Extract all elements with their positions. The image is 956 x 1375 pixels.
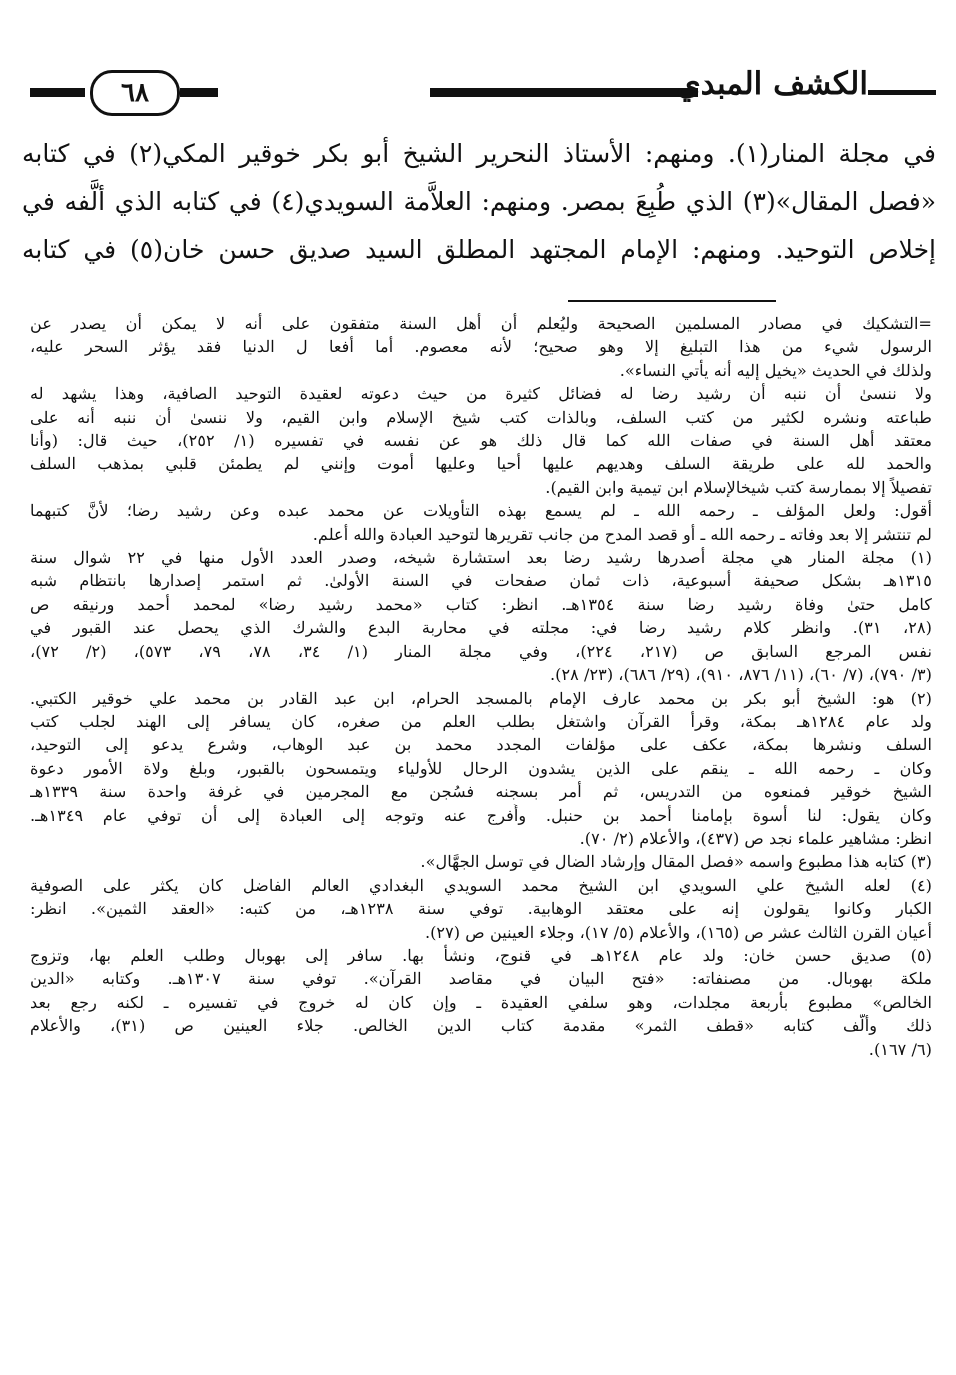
- footnote-1: [30, 546, 932, 686]
- note-line: الشيخ خوقير فمنعوه من التدريس، ثم أمر بسجنه فسُجن مع المجرمين في غرفة واحدة سنة ١٣٣٩هـ: [30, 782, 932, 802]
- note-line: أعيان القرن الثالث عشر ص (١٦٥)، والأعلام (٥/ ١٧)، وجلاء العينين ص (٢٧).: [424, 922, 932, 942]
- note-line: ذلك وألَّف كتابه «قطف الثمر» مقدمة كتاب الدين الخالص. جلاء العينين ص (٣١)، والأعلام: [30, 1016, 932, 1036]
- note-line: (٢) هو: الشيخ أبو بكر بن محمد عارف الإمام بالمسجد الحرام، ابن عبد القادر بن محمد علي خوقير الكتبي.: [30, 688, 932, 708]
- note-line: الكبار وكانوا يقولون إنه على معتقد الوهابية. توفي سنة ١٢٣٨هـ، من كتبه: «العقد الثمين». انظر:: [30, 899, 932, 919]
- note-line: (٤) لعله الشيخ علي السويدي ابن الشيخ محمد السويدي البغدادي العالم الفاضل كان يكثر على الصوفية: [30, 875, 932, 895]
- footnote-continuation: [30, 312, 932, 382]
- note-line: كامل حتىٰ وفاة رشيد رضا سنة ١٣٥٤هـ. انظر: كتاب «محمد رشيد رضا» لمحمد أحمد ورنيقه ص: [30, 594, 932, 614]
- main-line: في مجلة المنار(١). ومنهم: الأستاذ النحرير الشيخ أبو بكر خوقير المكي(٢) في كتابه: [22, 139, 936, 168]
- header-rule-right: [866, 90, 936, 95]
- note-line: (١) مجلة المنار هي مجلة أصدرها رشيد رضا بعد استشارة شيخه، وصدر العدد الأول منها في ٢٢ شوال سنة: [30, 548, 932, 568]
- footnote-2: [30, 687, 932, 851]
- note-line: =التشكيك في مصادر المسلمين الصحيحة وليُعلم أن أهل السنة متفقون على أنه لا يمكن أن يصدر عن: [30, 314, 932, 333]
- page-number: ٦٨: [90, 70, 180, 116]
- note-line: ملكة بهوبال. من مصنفاته: «فتح البيان في مقاصد القرآن». توفي سنة ١٣٠٧هـ. وكتابه «الدين: [30, 969, 932, 989]
- note-line: وكان ـ رحمه الله ـ ينقم على الذين يشدون الرحال للأولياء ويتمسحون بالقبور، وبلغ ولاة الأمور دعوة: [30, 758, 932, 778]
- footnotes: [30, 312, 932, 1061]
- footnote-separator: [568, 300, 776, 302]
- footnote-3: [30, 850, 932, 873]
- note-line: والحمد لله على طريقة السلف وهديهم عليها أحيا وعليها أموت وإنني لم يطمئن قلبي بمذهب السلف: [30, 454, 932, 474]
- note-line: نفس المرجع السابق ص (٢١٧، ٢٢٤)، وفي مجلة المنار (١/ ٣٤، ٧٨، ٧٩، ٥٧٣)، (٢/ ٧٢)،: [30, 641, 932, 661]
- header-rule-inner-left: [180, 88, 218, 97]
- note-line: (٦/ ١٦٧).: [868, 1039, 932, 1059]
- note-line: الخالص» مطبوع بأربعة مجلدات، وهو سلفي العقيدة ـ وإن كان له خروج في تفسيره ـ لكنه رجع بعد: [30, 992, 932, 1012]
- note-line: تفصيلاً إلا بممارسة كتب شيخالإسلام ابن تيمية وابن القيم).: [545, 477, 932, 497]
- footnote-4: [30, 874, 932, 944]
- main-text: [22, 130, 936, 274]
- page-header: [30, 62, 936, 124]
- note-line: (٥) صديق حسن خان: ولد عام ١٢٤٨هـ في قنوج، ونشأ بها. سافر إلى بهوبال وطلب العلم بها، وتزوج: [30, 945, 932, 965]
- note-line: السلف ونشرها بمكة، عكف على مؤلفات المجدد محمد بن عبد الوهاب، وشرع يدعو إلى التوحيد،: [30, 735, 932, 755]
- note-line: ١٣١٥هـ بشكل صحيفة أسبوعية، ذات ثمان صفحات في السنة الأولىٰ. ثم استمر إصدارها بانتظام شبه: [30, 571, 932, 591]
- header-rule-middle: [430, 88, 708, 97]
- note-line: (٣/ ٧٩٠)، (٧/ ٦٠)، (١١/ ٨٧٦، ٩١٠)، (٢٩/ ٦٨٦)، (٢٣/ ٢٨).: [549, 665, 932, 685]
- note-line: (٢٨، ٣١). وانظر كلام رشيد رضا في: مجلته في محاربة البدع والشرك الذي يحصل عند القبور في: [30, 618, 932, 638]
- footnote-remark: [30, 499, 932, 546]
- note-line: (٣) كتابه هذا مطبوع واسمه «فصل المقال وإرشاد الضال في توسل الجهَّال».: [420, 852, 932, 872]
- note-line: طباعته ونشره لكثير من كتب السلف، وبالذات كتب شيخ الإسلام وابن القيم، ولا ننسىٰ أن ننبه أنه على: [30, 407, 932, 427]
- footnote-remark: [30, 382, 932, 499]
- note-line: معتقد أهل السنة في صفات الله كما قال ذلك هو عن نفسه في تفسيره (١/ ٢٥٢)، حيث قال: (وأنا: [30, 431, 932, 451]
- note-line: انظر: مشاهير علماء نجد ص (٤٣٧)، والأعلام (٢/ ٧٠).: [579, 828, 932, 848]
- main-line: «فصل المقال»(٣) الذي طُبِعَ بمصر. ومنهم: العلاَّمة السويدي(٤) في كتابه الذي ألَّفه في: [22, 187, 936, 216]
- running-title: الكشف المبدي: [698, 66, 868, 116]
- main-line: إخلاص التوحيد. ومنهم: الإمام المجتهد المطلق السيد صديق حسن خان(٥) في كتابه: [22, 235, 937, 264]
- note-line: ولا ننسىٰ أن ننبه أن رشيد رضا له فضائل كثيرة من حيث دعوته لعقيدة التوحيد الصافية، وهذا يشهد له: [30, 384, 932, 404]
- footnote-5: [30, 944, 932, 1061]
- note-line: أقول: ولعل المؤلف ـ رحمه الله ـ لم يسمع بهذه التأويلات عن محمد عبده وعن رشيد رضا؛ لأنَّ كتبهما: [30, 501, 932, 521]
- note-line: لم تنتشر إلا بعد وفاته ـ رحمه الله ـ أو قصد المدح من جانب تقريرها لتوحيد العبادة والله أعلم.: [312, 524, 932, 544]
- note-line: وكان يقول: لنا أسوة بإمامنا أحمد بن حنبل. وأُفرج عنه وتوجه إلى العبادة إلى أن توفي عام ١٣٤٩هـ.: [30, 805, 932, 825]
- note-line: الرسول شيء من هذا التبليغ إلا وهو صحيح؛ لأنه معصوم. أما أفعا ل الدنيا فقد يؤثر السحر عليه،: [30, 337, 932, 357]
- header-rule-left: [30, 88, 85, 97]
- note-line: ولد عام ١٢٨٤هـ بمكة، وقرأ القرآن واشتغل بطلب العلم من صغره، كان يسافر إلى الهند لجلب كتب: [30, 711, 932, 731]
- note-line: ولذلك في الحديث «يخيل إليه أنه يأتي النساء».: [619, 360, 932, 380]
